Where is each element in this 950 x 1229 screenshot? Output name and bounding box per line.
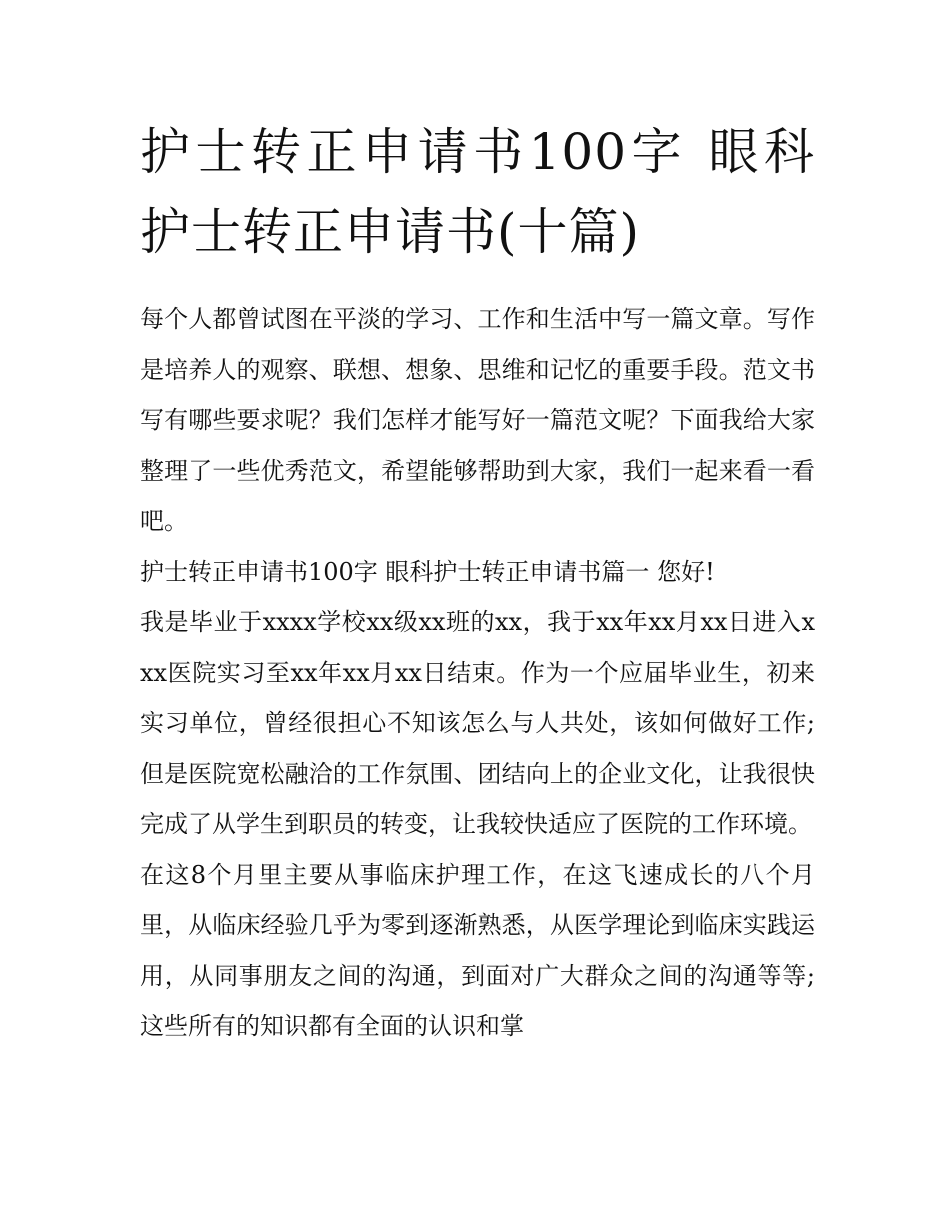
paragraph-body-2: 在这8个月里主要从事临床护理工作，在这飞速成长的八个月里，从临床经验几乎为零到逐渐熟悉，从医学理论到临床实践运用，从同事朋友之间的沟通，到面对广大群众之间的沟通等等;这些所有的知识都有全面的认识和掌: [140, 860, 815, 1040]
paragraph-heading: 护士转正申请书100字 眼科护士转正申请书篇一 您好!: [140, 557, 715, 586]
paragraph-intro: 每个人都曾试图在平淡的学习、工作和生活中写一篇文章。写作是培养人的观察、联想、想象、思维和记忆的重要手段。范文书写有哪些要求呢？我们怎样才能写好一篇范文呢？下面我给大家整理了一些优秀范文，希望能够帮助到大家，我们一起来看一看吧。: [140, 305, 815, 535]
document-page: [140, 112, 815, 1052]
paragraph-body-1: 我是毕业于xxxx学校xx级xx班的xx，我于xx年xx月xx日进入xxx医院实习至xx年xx月xx日结束。作为一个应届毕业生，初来实习单位，曾经很担心不知该怎么与人共处，该如何做好工作;但是医院宽松融洽的工作氛围、团结向上的企业文化，让我很快完成了从学生到职员的转变，让我较快适应了医院的工作环境。: [140, 608, 815, 838]
document-title: 护士转正申请书100字 眼科护士转正申请书(十篇): [140, 123, 815, 261]
document-body: [140, 294, 815, 1052]
